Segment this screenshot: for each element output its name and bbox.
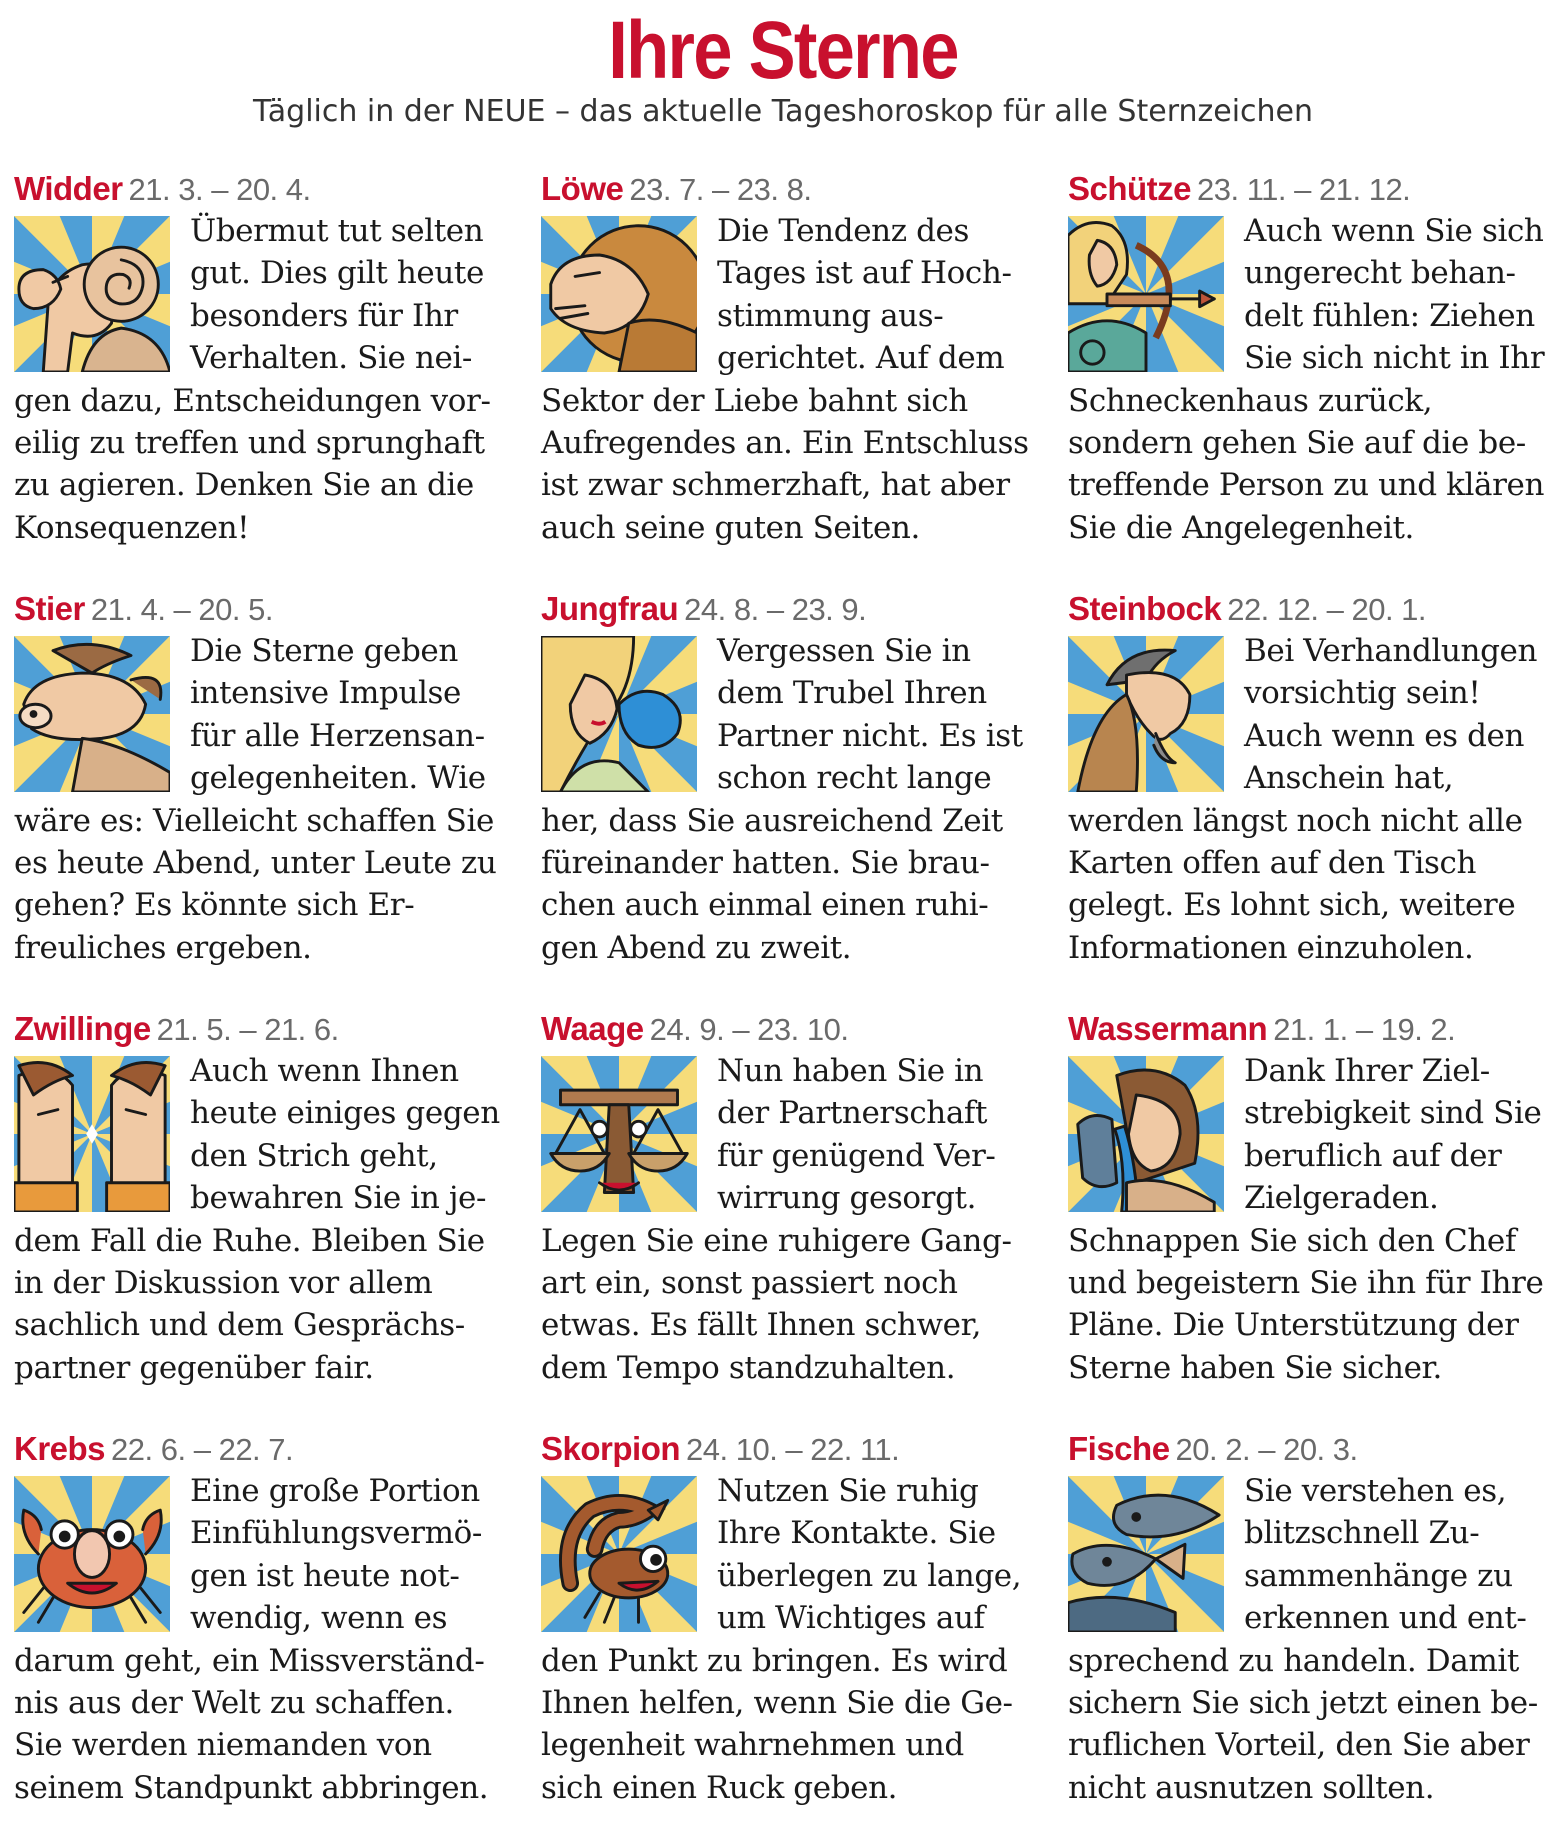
sign-name: Krebs <box>14 1430 106 1467</box>
sign-date: 24. 9. – 23. 10. <box>649 1012 849 1047</box>
sign-text-block <box>14 210 504 549</box>
sign-text-block <box>541 630 1031 969</box>
sign-name: Widder <box>14 170 123 207</box>
sign-text: Auch wenn Sie sich ungerecht behandelt fühlen: Ziehen Sie sich nicht in Ihr Schneckenhaus zurück, sondern gehen Sie auf die betreffende Person zu und klären Sie die Angelegenheit. <box>1068 213 1545 546</box>
sign-text-block <box>14 1470 504 1809</box>
sign-header <box>14 1428 504 1470</box>
sign-text-block <box>541 1470 1031 1809</box>
sign-loewe <box>541 168 1031 568</box>
sign-name: Zwillinge <box>14 1010 151 1047</box>
sign-skorpion <box>541 1428 1031 1828</box>
sign-date: 20. 2. – 20. 3. <box>1175 1432 1358 1467</box>
sign-text-block <box>541 1050 1031 1389</box>
sign-date: 22. 6. – 22. 7. <box>111 1432 294 1467</box>
sign-text: Übermut tut selten gut. Dies gilt heute besonders für Ihr Verhalten. Sie neigen dazu, Entscheidungen voreilig zu treffen und sprunghaft zu agieren. Denken Sie an die Konsequenzen! <box>14 213 491 546</box>
sign-header <box>14 1008 504 1050</box>
sign-name: Skorpion <box>541 1430 681 1467</box>
sign-steinbock <box>1068 588 1558 988</box>
sign-jungfrau <box>541 588 1031 988</box>
sign-date: 22. 12. – 20. 1. <box>1227 592 1427 627</box>
sign-header <box>1068 1428 1558 1470</box>
sign-date: 21. 3. – 20. 4. <box>128 172 311 207</box>
sign-date: 23. 11. – 21. 12. <box>1197 172 1411 207</box>
sign-name: Schütze <box>1068 170 1192 207</box>
sign-date: 21. 4. – 20. 5. <box>90 592 273 627</box>
fish-icon <box>1068 1476 1224 1632</box>
sign-header <box>1068 168 1558 210</box>
sign-krebs <box>14 1428 504 1828</box>
sign-text-block <box>1068 1050 1558 1389</box>
sign-schuetze <box>1068 168 1558 568</box>
bull-icon <box>14 636 170 792</box>
ram-icon <box>14 216 170 372</box>
sign-header <box>14 168 504 210</box>
sign-stier <box>14 588 504 988</box>
sign-name: Wassermann <box>1068 1010 1268 1047</box>
sign-header <box>1068 588 1558 630</box>
goat-icon <box>1068 636 1224 792</box>
sign-wassermann <box>1068 1008 1558 1408</box>
sign-text: Die Tendenz des Tages ist auf Hochstimmung ausgerichtet. Auf dem Sektor der Liebe bahnt sich Aufregendes an. Ein Entschluss ist zwar schmerzhaft, hat aber auch seine guten Seiten. <box>541 213 1029 546</box>
scales-icon <box>541 1056 697 1212</box>
sign-name: Löwe <box>541 170 624 207</box>
sign-zwillinge <box>14 1008 504 1408</box>
sign-text: Nun haben Sie in der Partnerschaft für genügend Verwirrung gesorgt. Legen Sie eine ruhigere Gangart ein, sonst passiert noch etwas. Es fällt Ihnen schwer, dem Tempo standzuhalten. <box>541 1053 1012 1386</box>
sign-waage <box>541 1008 1031 1408</box>
water-bearer-icon <box>1068 1056 1224 1212</box>
twins-icon <box>14 1056 170 1212</box>
sign-date: 24. 10. – 22. 11. <box>686 1432 900 1467</box>
page-subtitle: Täglich in der NEUE – das aktuelle Tageshoroskop für alle Sternzeichen <box>252 94 1314 129</box>
sign-header <box>541 1428 1031 1470</box>
sign-text-block <box>541 210 1031 549</box>
sign-text: Bei Verhandlungen vorsichtig sein! Auch wenn es den Anschein hat, werden längst noch nicht alle Karten offen auf den Tisch gelegt. Es lohnt sich, weitere Informationen einzuholen. <box>1068 633 1538 966</box>
sign-text-block <box>1068 630 1558 969</box>
scorpion-icon <box>541 1476 697 1632</box>
sign-date: 21. 5. – 21. 6. <box>156 1012 339 1047</box>
sign-name: Waage <box>541 1010 644 1047</box>
sign-date: 21. 1. – 19. 2. <box>1273 1012 1456 1047</box>
sign-text: Auch wenn Ihnen heute einiges gegen den Strich geht, bewahren Sie in jedem Fall die Ruhe. Bleiben Sie in der Diskussion vor allem sachlich und dem Gesprächspartner gegenüber fair. <box>14 1053 500 1386</box>
sign-text: Vergessen Sie in dem Trubel Ihren Partner nicht. Es ist schon recht lange her, dass Sie ausreichend Zeit füreinander hatten. Sie brauchen auch einmal einen ruhigen Abend zu zweit. <box>541 633 1023 966</box>
lion-icon <box>541 216 697 372</box>
sign-text-block <box>14 1050 504 1389</box>
crab-icon <box>14 1476 170 1632</box>
sign-text-block <box>1068 1470 1558 1809</box>
sign-name: Jungfrau <box>541 590 679 627</box>
virgin-icon <box>541 636 697 792</box>
sign-name: Steinbock <box>1068 590 1222 627</box>
sign-fische <box>1068 1428 1558 1828</box>
sign-name: Fische <box>1068 1430 1170 1467</box>
sign-text: Sie verstehen es, blitzschnell Zusammenhänge zu erkennen und entsprechend zu handeln. Damit sichern Sie sich jetzt einen beruflichen Vorteil, den Sie aber nicht ausnutzen sollten. <box>1068 1473 1539 1806</box>
sign-text: Eine große Portion Einfühlungsvermögen ist heute notwendig, wenn es darum geht, ein Missverständnis aus der Welt zu schaffen. Sie werden niemanden von seinem Standpunkt abbringen. <box>14 1473 489 1806</box>
sign-date: 23. 7. – 23. 8. <box>629 172 812 207</box>
sign-text: Nutzen Sie ruhig Ihre Kontakte. Sie überlegen zu lange, um Wichtiges auf den Punkt zu bringen. Es wird Ihnen helfen, wenn Sie die Gelegenheit wahrnehmen und sich einen Ruck geben. <box>541 1473 1022 1806</box>
sign-text: Dank Ihrer Zielstrebigkeit sind Sie beruflich auf der Zielgeraden. Schnappen Sie sich den Chef und begeistern Sie ihn für Ihre Pläne. Die Unterstützung der Sterne haben Sie sicher. <box>1068 1053 1544 1386</box>
sign-text-block <box>1068 210 1558 549</box>
sign-header <box>1068 1008 1558 1050</box>
page-title: Ihre Sterne <box>608 5 958 96</box>
sign-header <box>541 168 1031 210</box>
sign-header <box>14 588 504 630</box>
sign-header <box>541 1008 1031 1050</box>
archer-icon <box>1068 216 1224 372</box>
sign-date: 24. 8. – 23. 9. <box>684 592 867 627</box>
sign-widder <box>14 168 504 568</box>
sign-name: Stier <box>14 590 85 627</box>
sign-header <box>541 588 1031 630</box>
sign-text-block <box>14 630 504 969</box>
sign-text: Die Sterne geben intensive Impulse für alle Herzensangelegenheiten. Wie wäre es: Vielleicht schaffen Sie es heute Abend, unter Leute zu gehen? Es könnte sich Erfreuliches ergeben. <box>14 633 497 966</box>
